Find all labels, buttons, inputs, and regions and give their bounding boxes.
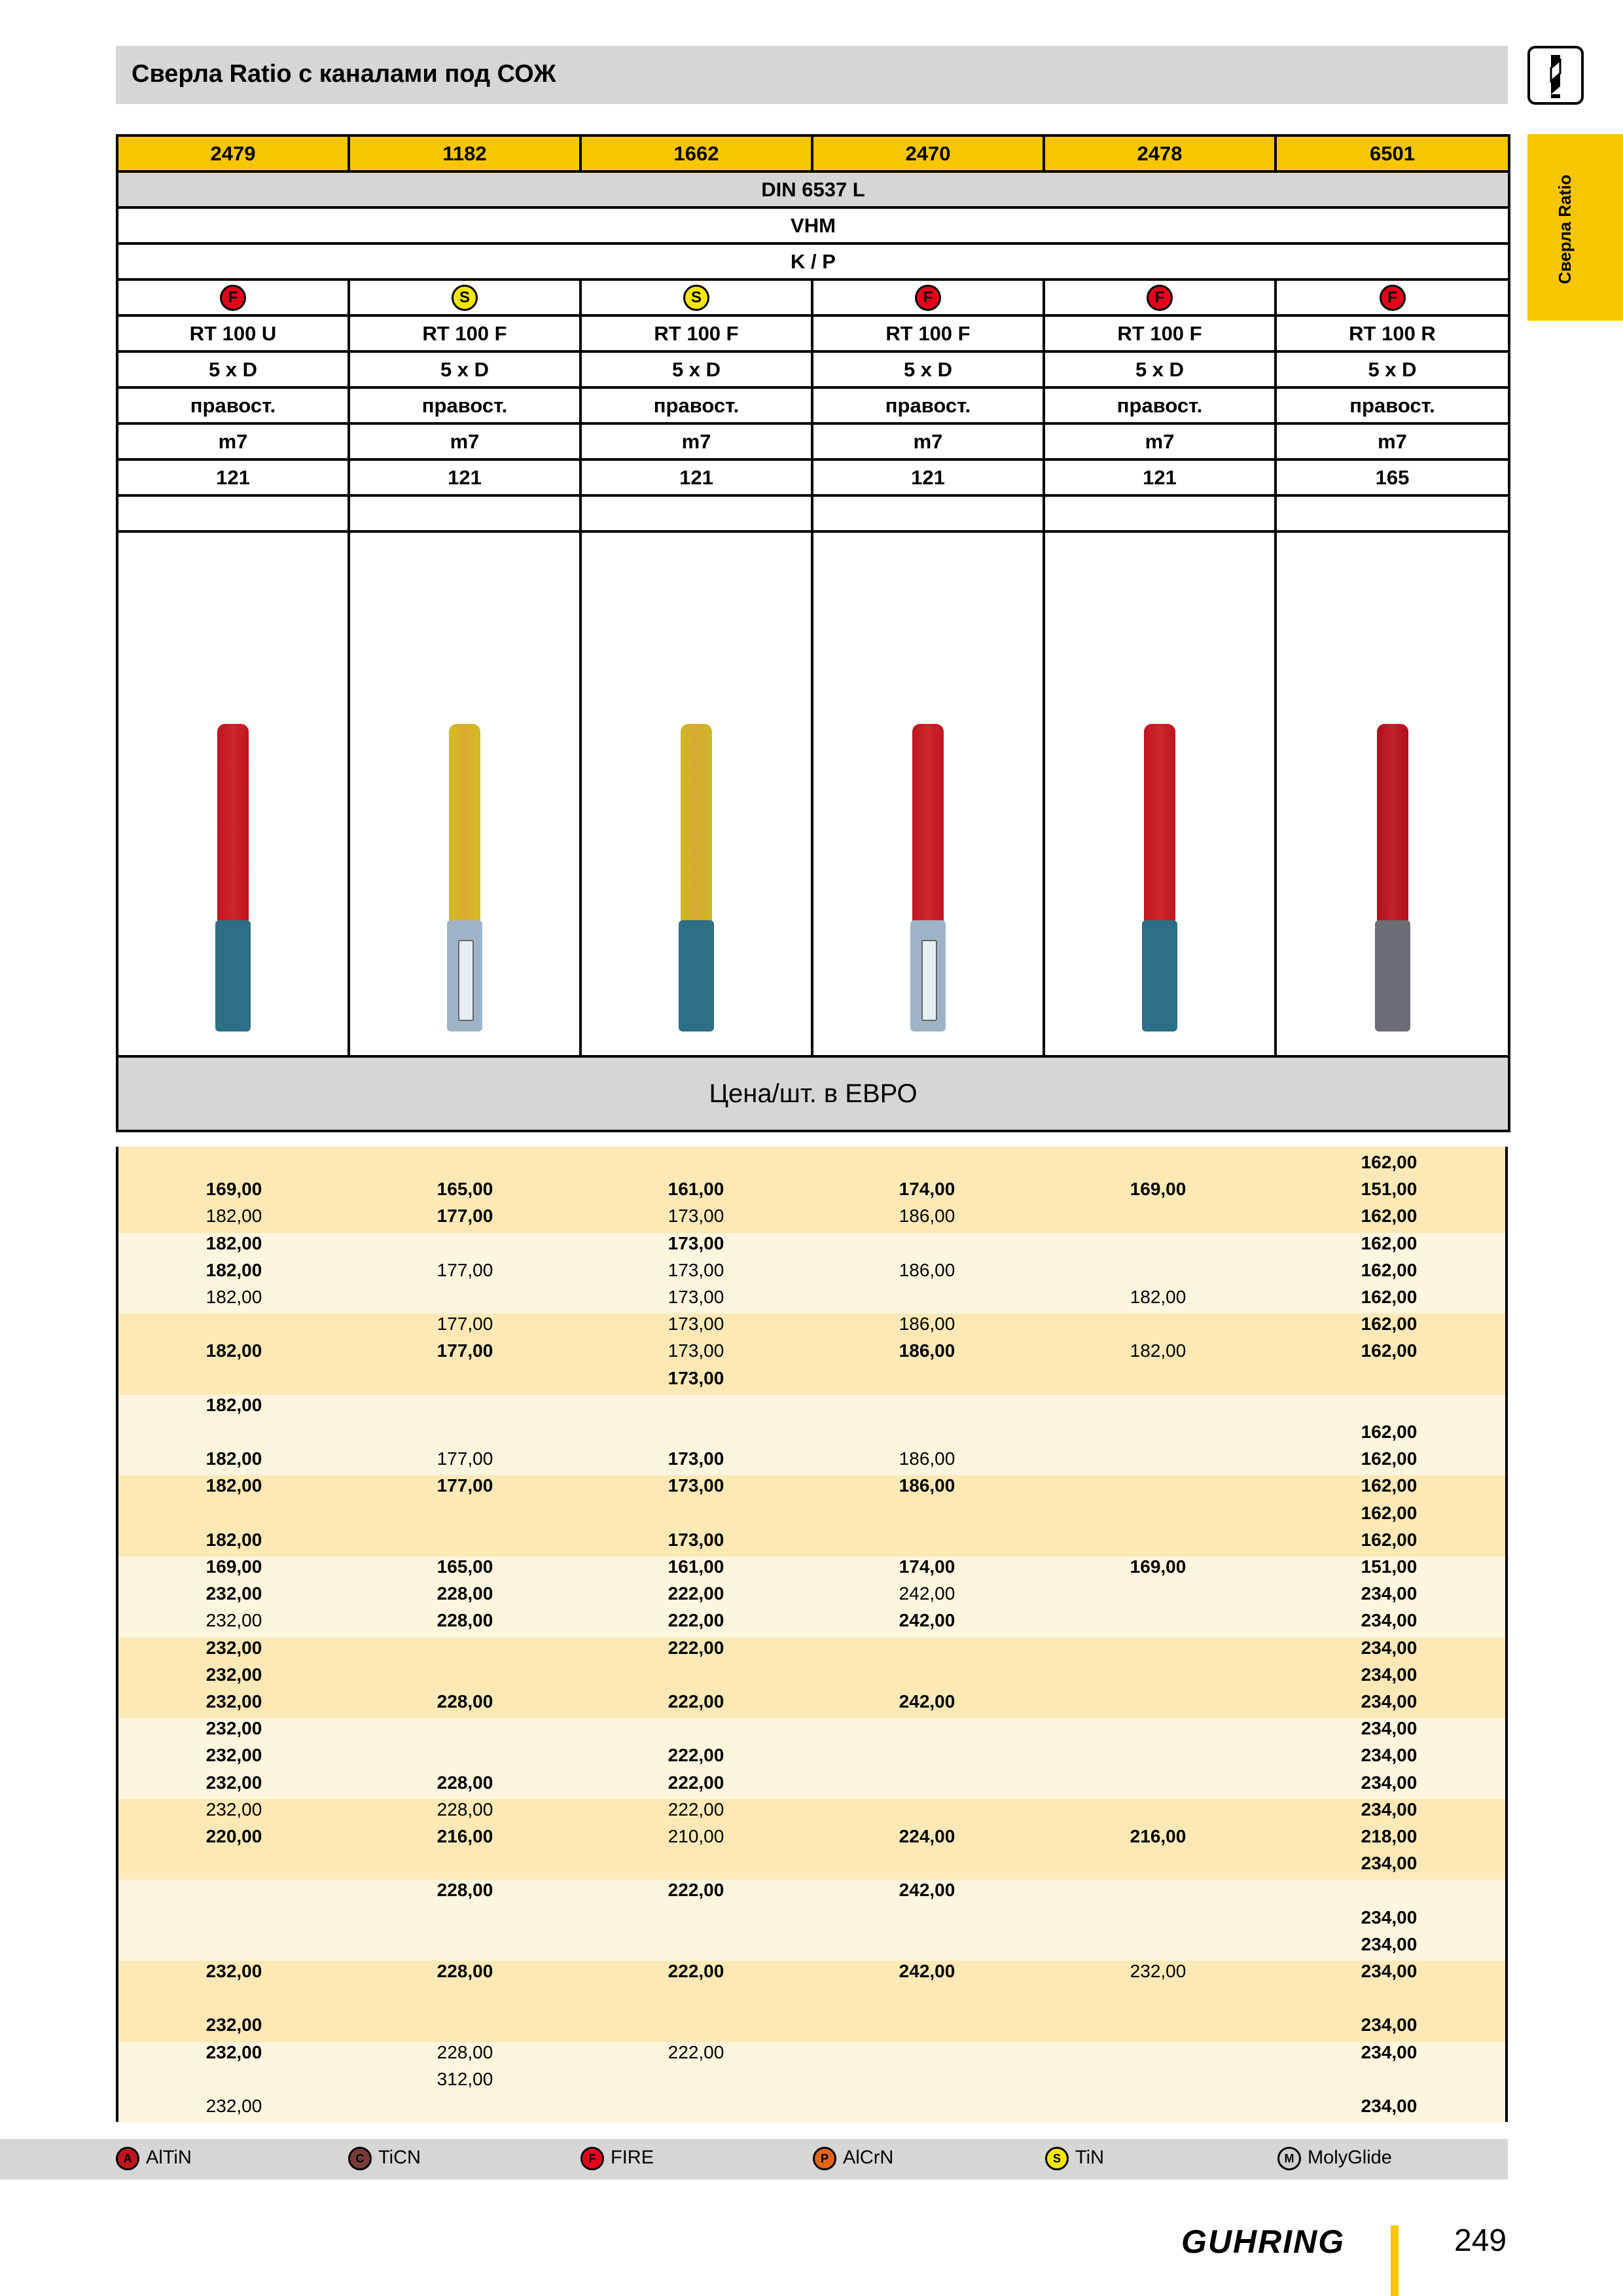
length: 5 x D (580, 351, 812, 387)
legend-item (580, 2147, 654, 2170)
price-cell: 182,00 (1130, 1287, 1186, 1307)
price-cell: 210,00 (668, 1826, 724, 1846)
price-cell: 182,00 (205, 1287, 262, 1307)
price-cell: 162,00 (1361, 1502, 1418, 1523)
price-cell: 234,00 (1361, 1933, 1418, 1954)
direction: правост. (117, 387, 349, 423)
coating-cell (349, 279, 580, 315)
price-cell: 182,00 (205, 1529, 262, 1550)
price-cell: 228,00 (437, 2041, 493, 2062)
article-number: 6501 (1275, 135, 1509, 171)
price-cell: 169,00 (1130, 1556, 1186, 1577)
application: K / P (117, 243, 1509, 279)
coating-cell (1044, 279, 1275, 315)
price-cell: 234,00 (1361, 2015, 1418, 2036)
price-cell: 177,00 (437, 1206, 493, 1227)
price-cell: 222,00 (668, 2041, 724, 2062)
empty-cell (580, 495, 812, 531)
price-cell: 228,00 (437, 1772, 493, 1793)
footer-accent (1391, 2225, 1399, 2296)
article-number: 2479 (117, 135, 349, 171)
length: 5 x D (1275, 351, 1509, 387)
side-tab-label: Сверла Ratio (1555, 174, 1575, 284)
price-cell: 162,00 (1361, 1475, 1418, 1496)
price-cell: 173,00 (668, 1340, 724, 1361)
norm-row (117, 459, 1509, 495)
standard-row (117, 171, 1509, 207)
price-cell: 173,00 (668, 1232, 724, 1253)
coating-cell (117, 279, 349, 315)
price-cell: 220,00 (205, 1826, 262, 1846)
price-cell: 162,00 (1361, 1529, 1418, 1550)
coating-cell (580, 279, 812, 315)
price-cell: 234,00 (1361, 1799, 1418, 1820)
price-cell: 222,00 (668, 1691, 724, 1712)
price-cell: 228,00 (437, 1691, 493, 1712)
price-cell: 232,00 (205, 1583, 262, 1604)
tolerance-row (117, 423, 1509, 459)
price-cell: 228,00 (437, 1880, 493, 1901)
price-cell: 177,00 (437, 1448, 493, 1469)
legend-label: FIRE (611, 2147, 654, 2168)
price-cell: 222,00 (668, 1610, 724, 1631)
price-cell: 232,00 (205, 1772, 262, 1793)
brand-logo: GUHRING (1181, 2223, 1346, 2260)
drill-image (213, 724, 253, 1031)
legend-label: MolyGlide (1308, 2147, 1392, 2168)
article-number-row (117, 135, 1509, 171)
norm: 165 (1275, 459, 1509, 495)
price-cell: 162,00 (1361, 1232, 1418, 1253)
price-cell: 222,00 (668, 1799, 724, 1820)
price-cell: 174,00 (899, 1179, 955, 1200)
coating-cell (1275, 279, 1509, 315)
price-cell: 162,00 (1361, 1287, 1418, 1307)
length-row (117, 351, 1509, 387)
price-cell: 234,00 (1361, 1583, 1418, 1604)
empty-row (117, 495, 1509, 531)
price-cell: 182,00 (205, 1259, 262, 1280)
coating-badge: S (683, 285, 709, 311)
drill-image (1140, 724, 1179, 1031)
price-cell: 228,00 (437, 1799, 493, 1820)
article-number: 1182 (349, 135, 580, 171)
price-cell: 234,00 (1361, 1745, 1418, 1766)
price-cell: 162,00 (1361, 1152, 1418, 1172)
tolerance: m7 (812, 423, 1044, 459)
legend-label: TiCN (378, 2147, 421, 2168)
price-cell: 232,00 (205, 1664, 262, 1685)
price-cell: 234,00 (1361, 1637, 1418, 1658)
price-cell: 232,00 (205, 1610, 262, 1631)
coating-badge: F (915, 285, 941, 311)
coating-badge: F (220, 285, 246, 311)
article-number: 2478 (1044, 135, 1275, 171)
coating-cell (812, 279, 1044, 315)
empty-cell (117, 495, 349, 531)
coating-icon: A (116, 2147, 139, 2170)
price-cell: 173,00 (668, 1314, 724, 1335)
price-cell: 173,00 (668, 1529, 724, 1550)
price-cell: 234,00 (1361, 1718, 1418, 1739)
direction: правост. (580, 387, 812, 423)
price-cell: 232,00 (205, 2096, 262, 2116)
drill-type: RT 100 R (1275, 315, 1509, 351)
price-cell: 224,00 (899, 1826, 955, 1846)
price-cell: 232,00 (205, 1799, 262, 1820)
direction: правост. (349, 387, 580, 423)
price-cell: 222,00 (668, 1745, 724, 1766)
price-cell: 165,00 (437, 1556, 493, 1577)
norm: 121 (1044, 459, 1275, 495)
price-cell: 173,00 (668, 1259, 724, 1280)
price-cell: 232,00 (205, 2015, 262, 2036)
legend-item (348, 2147, 421, 2170)
length: 5 x D (1044, 351, 1275, 387)
coating-icon: P (813, 2147, 836, 2170)
price-cell: 169,00 (1130, 1179, 1186, 1200)
norm: 121 (349, 459, 580, 495)
price-cell: 177,00 (437, 1475, 493, 1496)
price-cell: 162,00 (1361, 1448, 1418, 1469)
price-cell: 232,00 (205, 2041, 262, 2062)
price-cell: 232,00 (1130, 1961, 1186, 1981)
price-cell: 182,00 (205, 1448, 262, 1469)
price-cell: 161,00 (668, 1556, 724, 1577)
price-cell: 169,00 (205, 1556, 262, 1577)
drill-image-cell (1275, 531, 1509, 1056)
price-cell: 182,00 (205, 1340, 262, 1361)
direction: правост. (1044, 387, 1275, 423)
price-cell: 162,00 (1361, 1314, 1418, 1335)
article-number: 1662 (580, 135, 812, 171)
drill-type: RT 100 U (117, 315, 349, 351)
price-header: Цена/шт. в ЕВРО (117, 1056, 1509, 1131)
drill-type: RT 100 F (580, 315, 812, 351)
price-cell: 222,00 (668, 1583, 724, 1604)
article-number: 2470 (812, 135, 1044, 171)
price-cell: 234,00 (1361, 1691, 1418, 1712)
price-cell: 216,00 (437, 1826, 493, 1846)
standard: DIN 6537 L (117, 171, 1509, 207)
length: 5 x D (117, 351, 349, 387)
price-header-row (117, 1056, 1509, 1131)
price-cell: 151,00 (1361, 1556, 1418, 1577)
coating-icon: M (1277, 2147, 1301, 2170)
price-cell: 222,00 (668, 1961, 724, 1981)
tolerance: m7 (1044, 423, 1275, 459)
drill-image-cell (349, 531, 580, 1056)
price-cell: 228,00 (437, 1610, 493, 1631)
price-cell: 234,00 (1361, 2096, 1418, 2116)
tolerance: m7 (117, 423, 349, 459)
price-cell: 312,00 (437, 2068, 493, 2089)
price-cell: 186,00 (899, 1259, 955, 1280)
tolerance: m7 (1275, 423, 1509, 459)
price-cell: 177,00 (437, 1259, 493, 1280)
price-cell: 151,00 (1361, 1179, 1418, 1200)
price-cell: 222,00 (668, 1772, 724, 1793)
coating-icon: F (580, 2147, 604, 2170)
tolerance: m7 (580, 423, 812, 459)
material: VHM (117, 207, 1509, 243)
norm: 121 (580, 459, 812, 495)
length: 5 x D (349, 351, 580, 387)
drill-image (1373, 724, 1412, 1031)
price-cell: 182,00 (205, 1232, 262, 1253)
price-cell: 242,00 (899, 1691, 955, 1712)
price-cell: 242,00 (899, 1880, 955, 1901)
type-row (117, 315, 1509, 351)
price-cell: 222,00 (668, 1880, 724, 1901)
price-cell: 162,00 (1361, 1340, 1418, 1361)
drill-type: RT 100 F (812, 315, 1044, 351)
tolerance: m7 (349, 423, 580, 459)
coating-icon: C (348, 2147, 372, 2170)
price-cell: 222,00 (668, 1637, 724, 1658)
price-cell: 234,00 (1361, 1664, 1418, 1685)
drill-category-icon (1527, 46, 1584, 105)
price-cell: 234,00 (1361, 1907, 1418, 1928)
price-cell: 186,00 (899, 1340, 955, 1361)
coating-legend (0, 2139, 1508, 2179)
price-cell: 165,00 (437, 1179, 493, 1200)
price-cell: 186,00 (899, 1448, 955, 1469)
price-cell: 232,00 (205, 1718, 262, 1739)
price-cell: 182,00 (205, 1394, 262, 1415)
price-table (116, 1147, 1508, 2122)
price-cell: 218,00 (1361, 1826, 1418, 1846)
direction: правост. (1275, 387, 1509, 423)
direction: правост. (812, 387, 1044, 423)
empty-cell (349, 495, 580, 531)
price-cell: 182,00 (1130, 1340, 1186, 1361)
empty-cell (812, 495, 1044, 531)
legend-label: AlCrN (843, 2147, 894, 2168)
price-cell: 234,00 (1361, 1610, 1418, 1631)
empty-cell (1275, 495, 1509, 531)
price-cell: 162,00 (1361, 1259, 1418, 1280)
norm: 121 (117, 459, 349, 495)
empty-cell (1044, 495, 1275, 531)
page-number: 249 (1454, 2223, 1507, 2258)
drill-image (908, 724, 948, 1031)
direction-row (117, 387, 1509, 423)
price-cell: 173,00 (668, 1448, 724, 1469)
price-cell: 186,00 (899, 1475, 955, 1496)
drill-image (445, 724, 484, 1031)
drill-image-cell (812, 531, 1044, 1056)
coating-badge: F (1147, 285, 1173, 311)
price-cell: 182,00 (205, 1475, 262, 1496)
price-cell: 228,00 (437, 1583, 493, 1604)
price-cell: 234,00 (1361, 2041, 1418, 2062)
price-cell: 186,00 (899, 1206, 955, 1227)
price-cell: 169,00 (205, 1179, 262, 1200)
legend-item (1277, 2147, 1392, 2170)
price-cell: 242,00 (899, 1961, 955, 1981)
application-row (117, 243, 1509, 279)
price-cell: 177,00 (437, 1314, 493, 1335)
price-cell: 232,00 (205, 1961, 262, 1981)
legend-label: TiN (1075, 2147, 1105, 2168)
price-cell: 161,00 (668, 1179, 724, 1200)
price-cell: 216,00 (1130, 1826, 1186, 1846)
legend-item (1045, 2147, 1104, 2170)
coating-badge: S (452, 285, 478, 311)
price-cell: 232,00 (205, 1637, 262, 1658)
price-cell: 182,00 (205, 1206, 262, 1227)
coating-row (117, 279, 1509, 315)
price-cell: 173,00 (668, 1287, 724, 1307)
price-cell: 242,00 (899, 1610, 955, 1631)
length: 5 x D (812, 351, 1044, 387)
price-cell: 232,00 (205, 1691, 262, 1712)
price-cell: 234,00 (1361, 1772, 1418, 1793)
price-cell: 173,00 (668, 1475, 724, 1496)
price-cell: 173,00 (668, 1206, 724, 1227)
price-cell: 242,00 (899, 1583, 955, 1604)
drill-type: RT 100 F (349, 315, 580, 351)
price-cell: 228,00 (437, 1961, 493, 1981)
drill-image (677, 724, 716, 1031)
legend-item (813, 2147, 893, 2170)
coating-icon: S (1045, 2147, 1069, 2170)
price-cell: 174,00 (899, 1556, 955, 1577)
price-cell: 232,00 (205, 1745, 262, 1766)
drill-image-cell (1044, 531, 1275, 1056)
drill-type: RT 100 F (1044, 315, 1275, 351)
price-cell: 234,00 (1361, 1853, 1418, 1874)
drill-image-cell (117, 531, 349, 1056)
page-title: Сверла Ratio с каналами под СОЖ (132, 60, 556, 88)
price-cell: 162,00 (1361, 1422, 1418, 1442)
drill-image-cell (580, 531, 812, 1056)
norm: 121 (812, 459, 1044, 495)
legend-label: AlTiN (146, 2147, 192, 2168)
drill-image-row (117, 531, 1509, 1056)
material-row (117, 207, 1509, 243)
price-cell: 234,00 (1361, 1961, 1418, 1981)
price-cell: 173,00 (668, 1367, 724, 1388)
legend-item (116, 2147, 192, 2170)
spec-table (116, 134, 1510, 1132)
title-bar (116, 46, 1508, 104)
price-cell: 186,00 (899, 1314, 955, 1335)
coating-badge: F (1380, 285, 1406, 311)
price-cell: 162,00 (1361, 1206, 1418, 1227)
price-cell: 177,00 (437, 1340, 493, 1361)
